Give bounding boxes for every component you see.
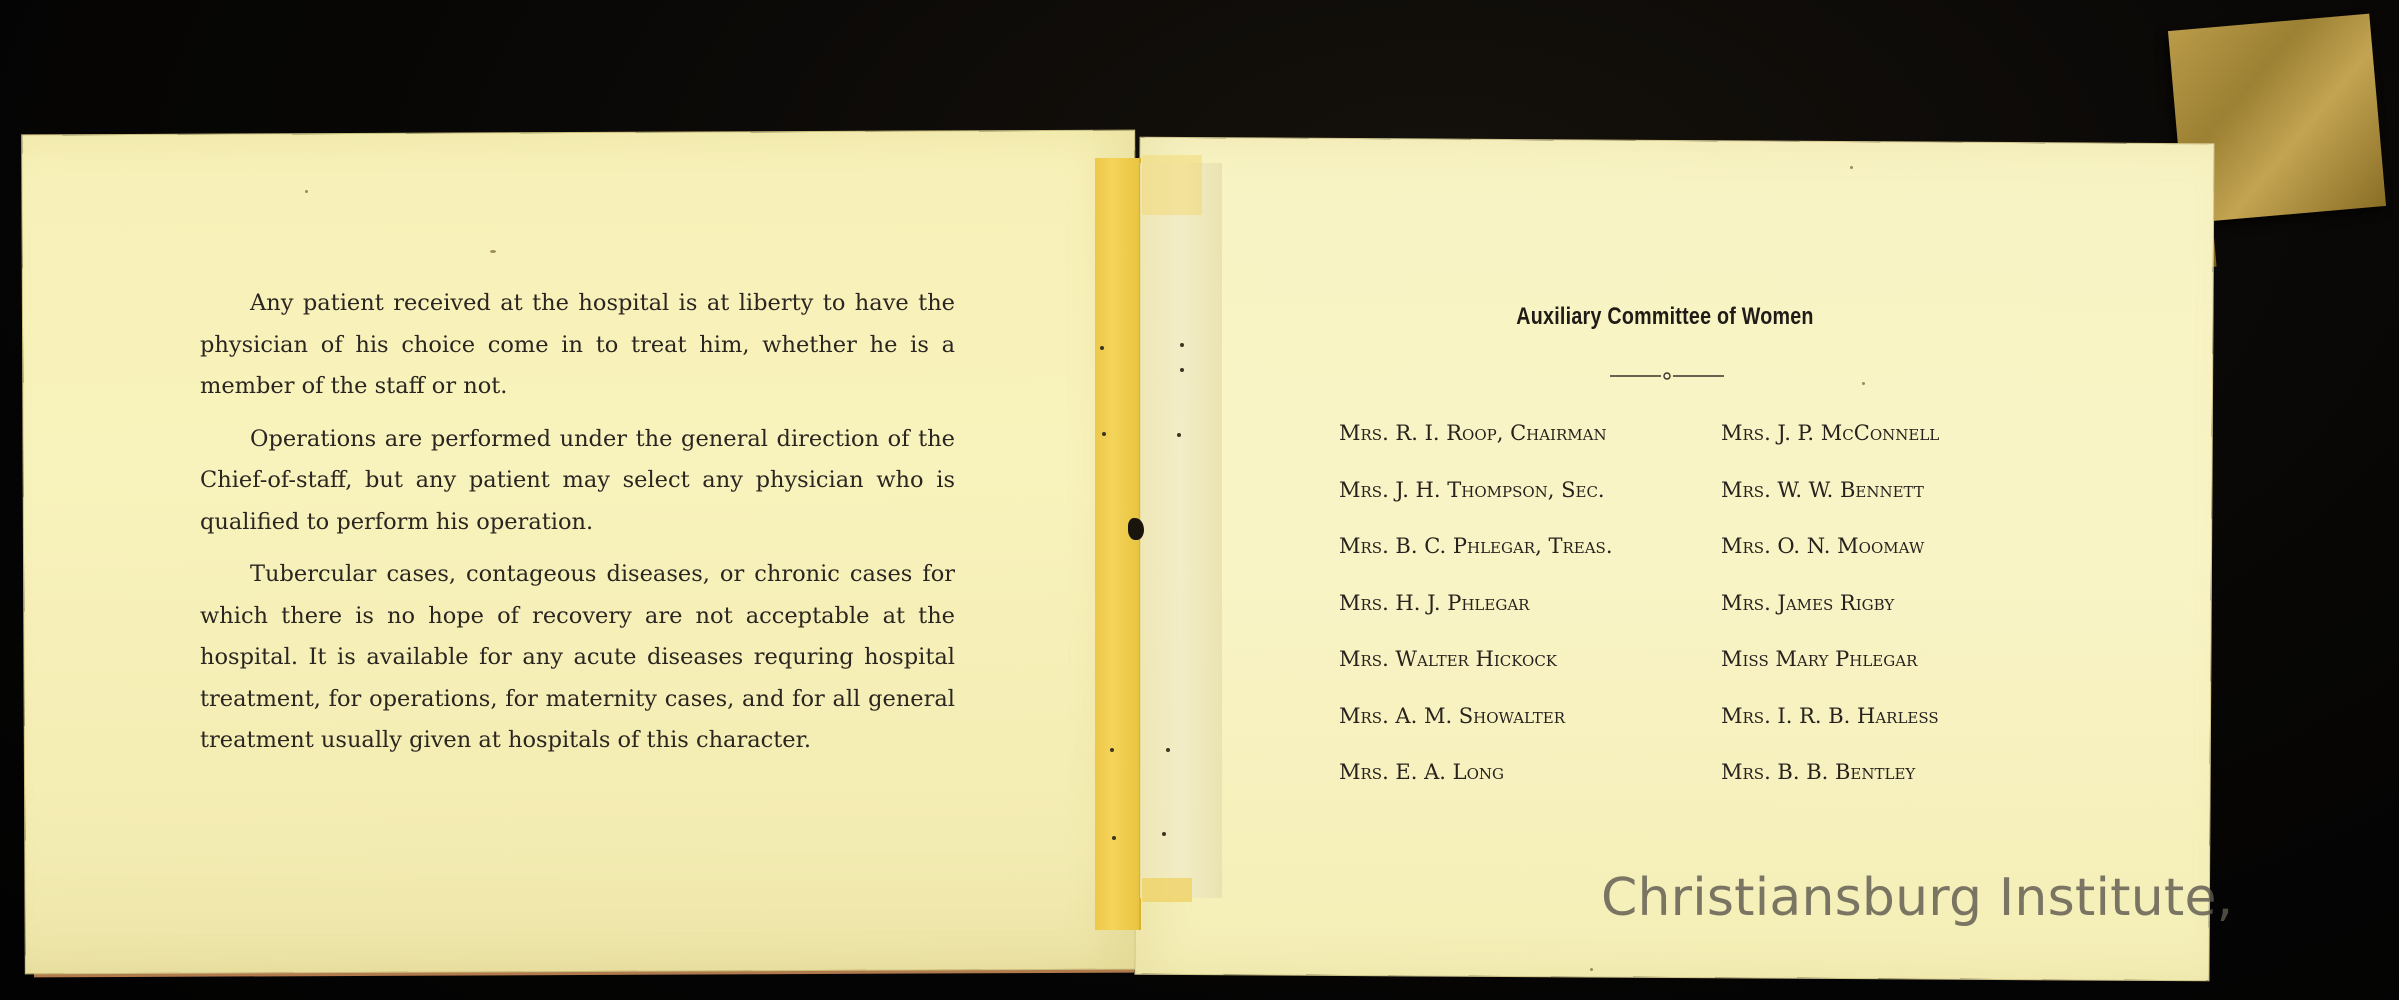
stitch-hole <box>1100 346 1104 350</box>
stitch-hole <box>1177 433 1181 437</box>
paper-speck <box>1590 968 1593 971</box>
stitch-hole <box>1180 343 1184 347</box>
stitch-hole <box>1180 368 1184 372</box>
committee-title: Auxiliary Committee of Women <box>1516 303 1814 330</box>
tape-patch-top <box>1142 155 1202 215</box>
divider-ornament <box>1610 370 1724 382</box>
member-row <box>1339 462 1999 519</box>
stitch-hole <box>1162 832 1166 836</box>
member-name: Mrs. A. M. Showalter <box>1339 703 1566 728</box>
paper-speck <box>1862 382 1865 385</box>
member-name: Mrs. B. C. Phlegar, Treas. <box>1339 534 1613 559</box>
committee-member-list <box>1339 405 1999 801</box>
member-name: Mrs. B. B. Bentley <box>1721 760 1916 785</box>
member-row <box>1339 688 1999 745</box>
member-name: Mrs. J. H. Thompson, Sec. <box>1339 477 1605 502</box>
member-name: Mrs. E. A. Long <box>1339 760 1504 785</box>
member-name: Mrs. James Rigby <box>1721 590 1895 615</box>
member-name: Mrs. Walter Hickock <box>1339 647 1558 672</box>
binding-tear <box>1128 518 1144 540</box>
paper-speck <box>1850 166 1853 169</box>
member-row <box>1339 518 1999 575</box>
member-name: Mrs. W. W. Bennett <box>1721 477 1924 502</box>
member-name: Mrs. R. I. Roop, Chairman <box>1339 421 1607 446</box>
member-name: Mrs. H. J. Phlegar <box>1339 590 1530 615</box>
member-row <box>1339 631 1999 688</box>
member-row <box>1339 575 1999 632</box>
stitch-hole <box>1166 748 1170 752</box>
policy-paragraph: Any patient received at the hospital is at liberty to have the physician of his choice come in to treat him, whether he is a member of the staff or not. <box>200 290 955 399</box>
member-name: Mrs. J. P. McConnell <box>1721 421 1940 446</box>
member-name: Mrs. O. N. Moomaw <box>1721 534 1925 559</box>
watermark-text: Christiansburg Institute, <box>1601 868 2234 928</box>
member-name: Mrs. I. R. B. Harless <box>1721 703 1939 728</box>
stitch-hole <box>1102 432 1106 436</box>
binding-tape-translucent <box>1140 163 1222 898</box>
stitch-hole <box>1110 748 1114 752</box>
member-row <box>1339 405 1999 462</box>
member-name: Miss Mary Phlegar <box>1721 647 1918 672</box>
tape-patch-bottom <box>1142 878 1192 902</box>
paper-speck <box>305 190 308 193</box>
policy-paragraph: Tubercular cases, contageous diseases, or chronic cases for which there is no hope of recovery are not acceptable at the hospital. It is available for any acute diseases requring hospital treatment, for operations, for maternity cases, and for all general treatment usually given at hospitals of this character. <box>200 561 955 753</box>
hospital-policy-text <box>200 283 955 773</box>
binding-tape <box>1095 158 1141 930</box>
policy-paragraph: Operations are performed under the general direction of the Chief-of-staff, but any patient may select any physician who is qualified to perform his operation. <box>200 425 955 535</box>
stitch-hole <box>1112 836 1116 840</box>
member-row <box>1339 744 1999 801</box>
paper-speck <box>490 250 496 253</box>
